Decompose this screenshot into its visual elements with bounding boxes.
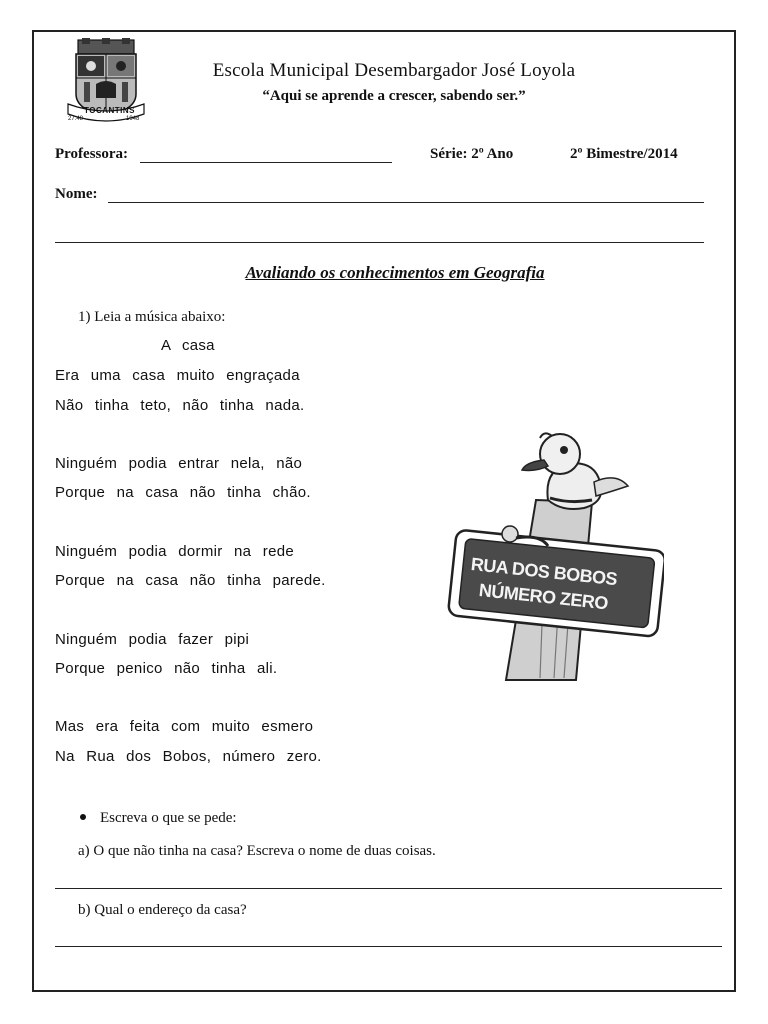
grade-label: Série: 2º Ano — [430, 146, 514, 162]
school-crest — [66, 38, 146, 126]
poem-line: Porque penico não tinha ali. — [55, 660, 278, 677]
question-1-prompt: 1) Leia a música abaixo: — [78, 309, 226, 325]
school-name: Escola Municipal Desembargador José Loyola — [212, 60, 576, 81]
crest-year-left: 27.48 — [68, 116, 84, 122]
teacher-label: Professora: — [55, 146, 129, 162]
poem-line: Na Rua dos Bobos, número zero. — [55, 748, 322, 765]
assessment-title: Avaliando os conhecimentos em Geografia — [245, 263, 545, 282]
poem-line: Não tinha teto, não tinha nada. — [55, 397, 305, 414]
question-a: a) O que não tinha na casa? Escreva o nome de duas coisas. — [78, 843, 436, 859]
poem-line: Era uma casa muito engraçada — [55, 367, 300, 384]
street-sign-illustration — [444, 430, 664, 682]
school-motto: “Aqui se aprende a crescer, sabendo ser.” — [262, 88, 526, 104]
bullet-icon — [80, 814, 86, 820]
task-instruction-text: Escreva o que se pede: — [100, 810, 237, 826]
term-label: 2º Bimestre/2014 — [570, 146, 678, 162]
answer-b-field[interactable] — [55, 946, 722, 947]
poem-line: Porque na casa não tinha parede. — [55, 572, 326, 589]
answer-a-field[interactable] — [55, 888, 722, 889]
question-b: b) Qual o endereço da casa? — [78, 902, 247, 918]
student-name-field[interactable] — [108, 202, 704, 203]
crest-year-right: 1948 — [126, 116, 140, 122]
sign-text-line-2: NÚMERO ZERO — [477, 580, 609, 614]
poem-line: Ninguém podia fazer pipi — [55, 631, 250, 648]
task-instruction — [80, 810, 237, 827]
poem-line: Ninguém podia entrar nela, não — [55, 455, 303, 472]
crest-banner-text: TOCANTINS — [84, 106, 136, 115]
student-name-field-continued[interactable] — [55, 242, 704, 243]
poem-title: A casa — [161, 337, 215, 354]
poem-line: Ninguém podia dormir na rede — [55, 543, 295, 560]
student-name-label: Nome: — [55, 186, 98, 202]
poem-line: Porque na casa não tinha chão. — [55, 484, 311, 501]
teacher-name-field[interactable] — [140, 162, 392, 163]
sign-text-line-1: RUA DOS BOBOS — [469, 554, 619, 590]
poem-line: Mas era feita com muito esmero — [55, 718, 314, 735]
